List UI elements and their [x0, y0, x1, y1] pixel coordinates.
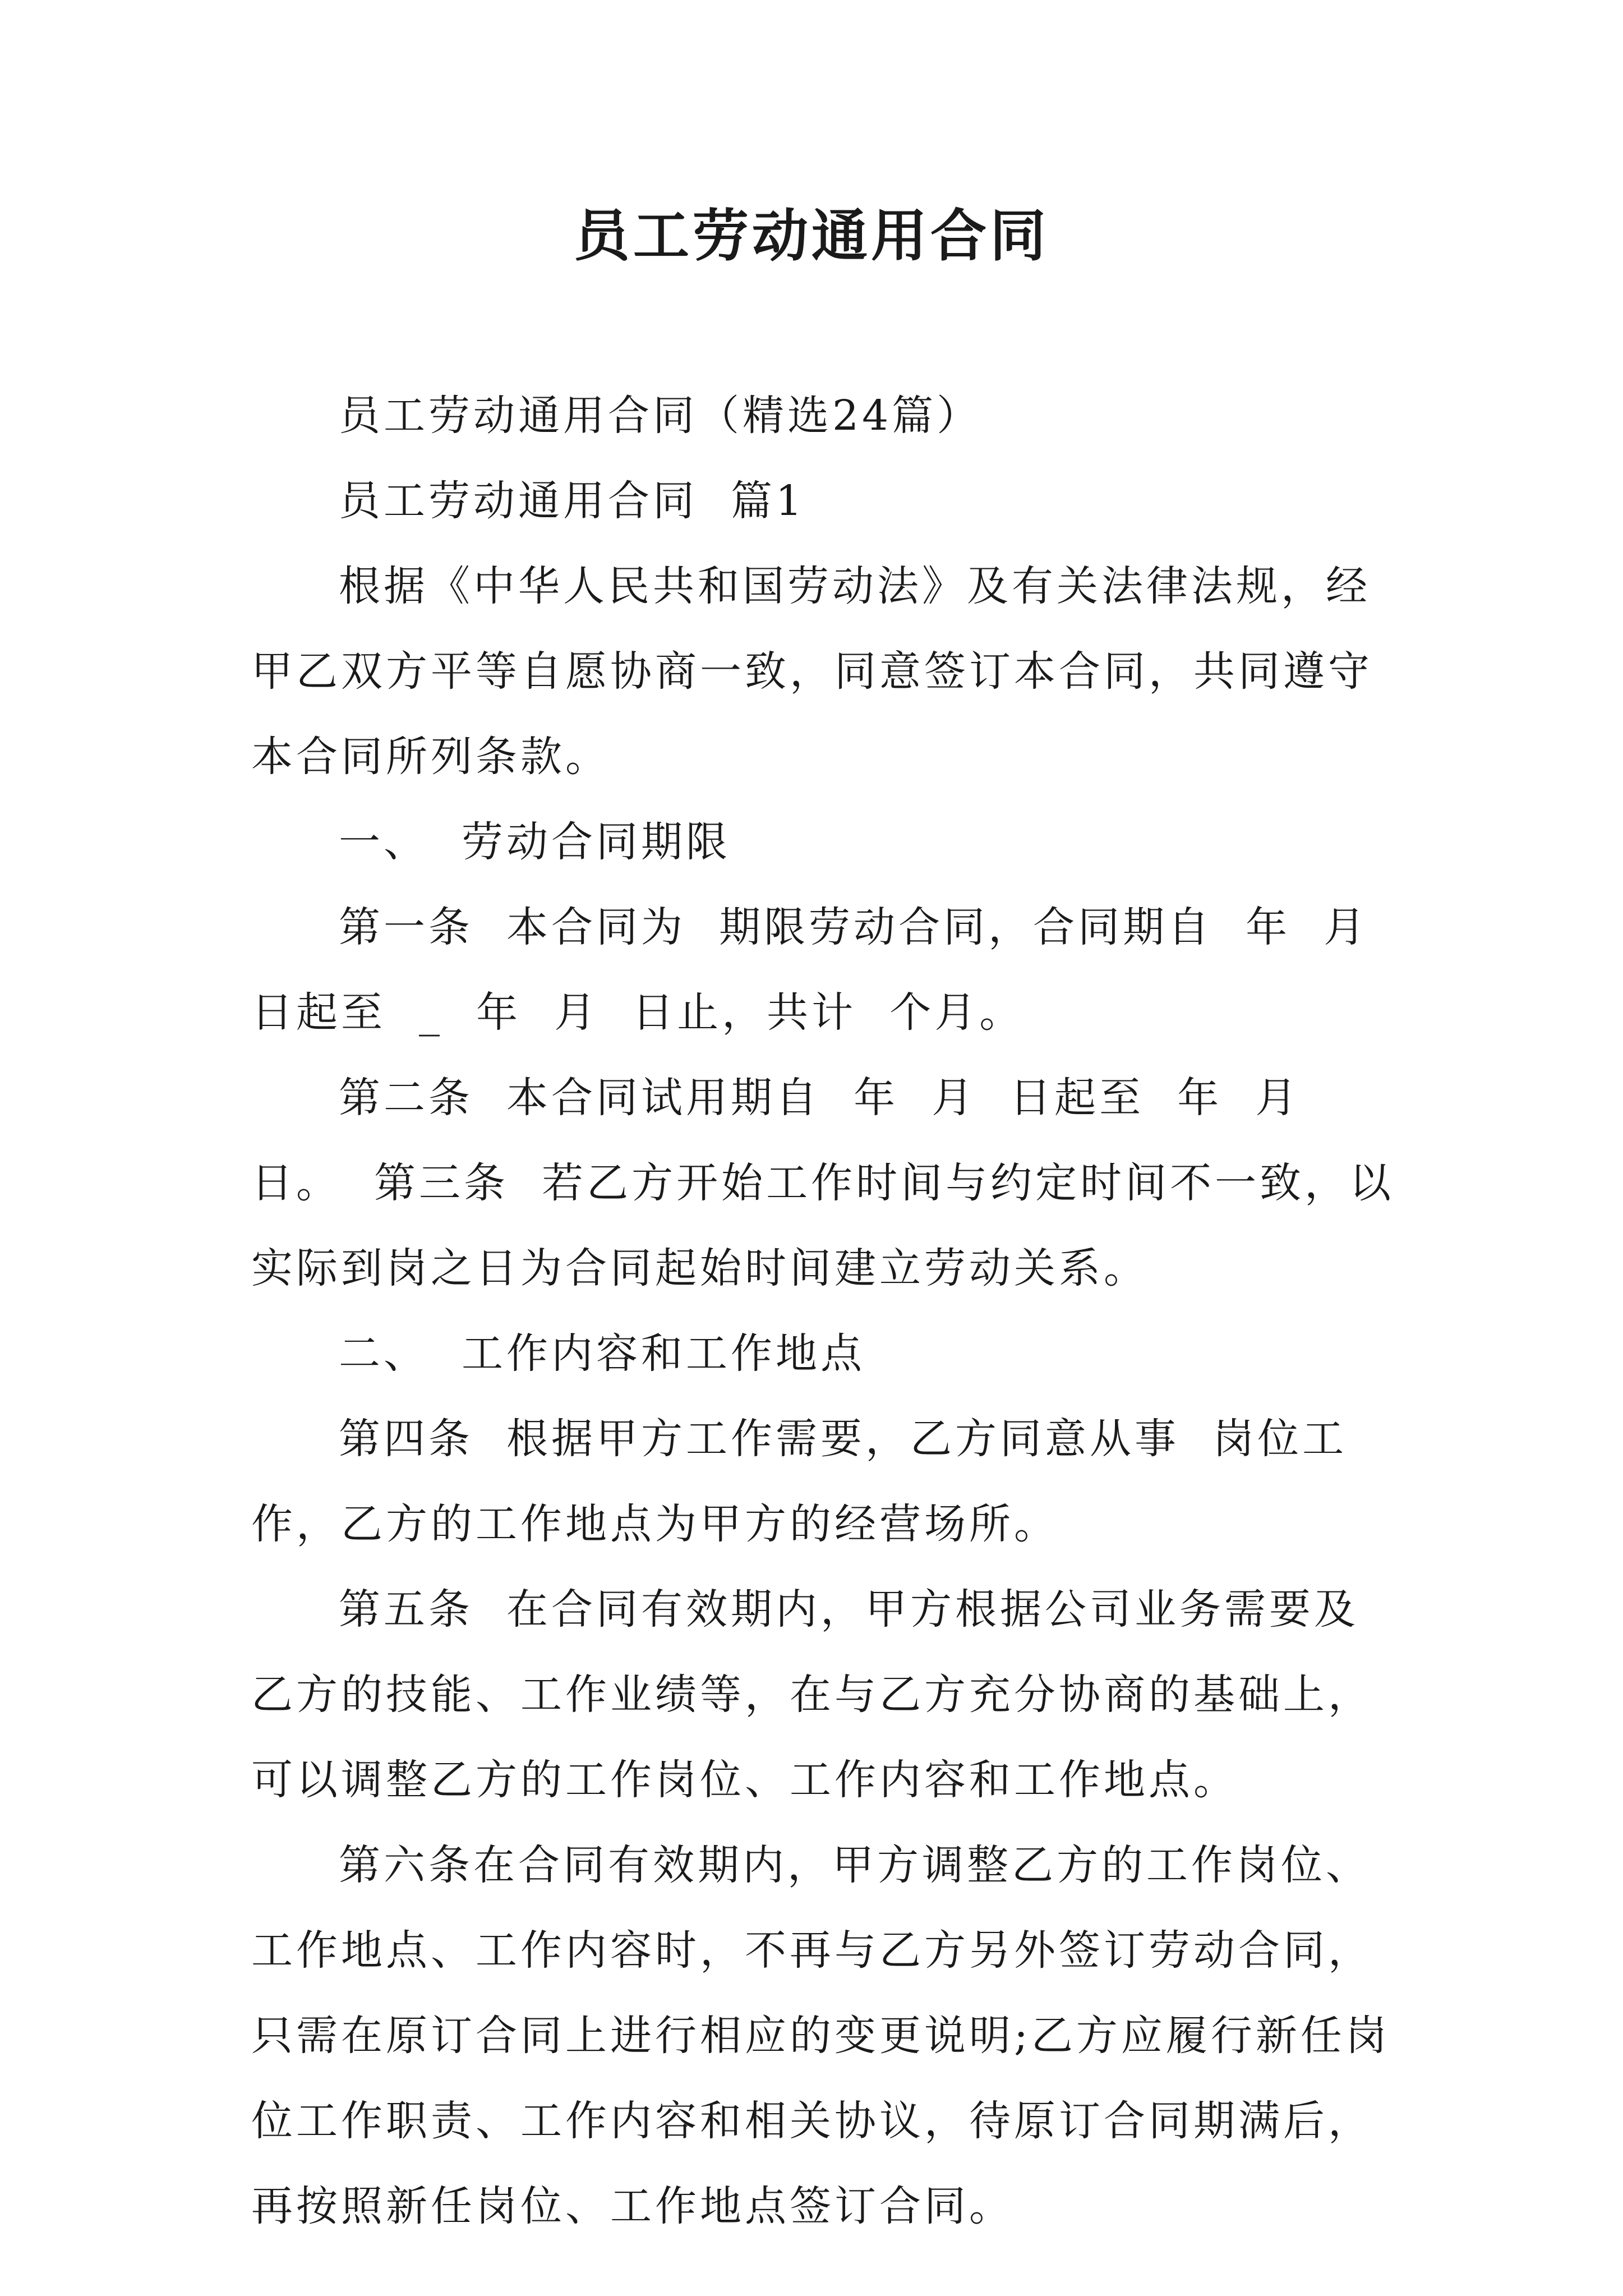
document-title: 员工劳动通用合同: [574, 203, 1049, 269]
article-4: 第四条 根据甲方工作需要，乙方同意从事 岗位工作，乙方的工作地点为甲方的经营场所。: [251, 1415, 1348, 1548]
paragraph-section-heading: 员工劳动通用合同 篇1: [339, 477, 806, 525]
paragraph-preamble: 根据《中华人民共和国劳动法》及有关法律法规，经甲乙双方平等自愿协商一致，同意签订本合同，共同遵守本合同所列条款。: [251, 562, 1373, 781]
article-6: 第六条在合同有效期内，甲方调整乙方的工作岗位、工作地点、工作内容时，不再与乙方另外签订劳动合同，只需在原订合同上进行相应的变更说明;乙方应履行新任岗位工作职责、工作内容和相关协议，待原订合同期满后，再按照新任岗位、工作地点签订合同。: [251, 1841, 1390, 2230]
article-5: 第五条 在合同有效期内，甲方根据公司业务需要及乙方的技能、工作业绩等，在与乙方充分协商的基础上，可以调整乙方的工作岗位、工作内容和工作地点。: [251, 1585, 1373, 1804]
article-2-3: 第二条 本合同试用期自 年 月 日起至 年 月 日。 第三条 若乙方开始工作时间与约定时间不一致，以实际到岗之日为合同起始时间建立劳动关系。: [251, 1074, 1395, 1292]
article-1: 第一条 本合同为 期限劳动合同，合同期自 年 月 日起至 _ 年 月 日止，共计 个月。: [251, 903, 1402, 1037]
document-body: [251, 373, 1402, 2249]
heading-contract-term: 一、 劳动合同期限: [339, 818, 731, 866]
heading-work-content-location: 二、 工作内容和工作地点: [339, 1329, 866, 1378]
paragraph-subtitle: 员工劳动通用合同（精选24篇）: [339, 392, 982, 440]
